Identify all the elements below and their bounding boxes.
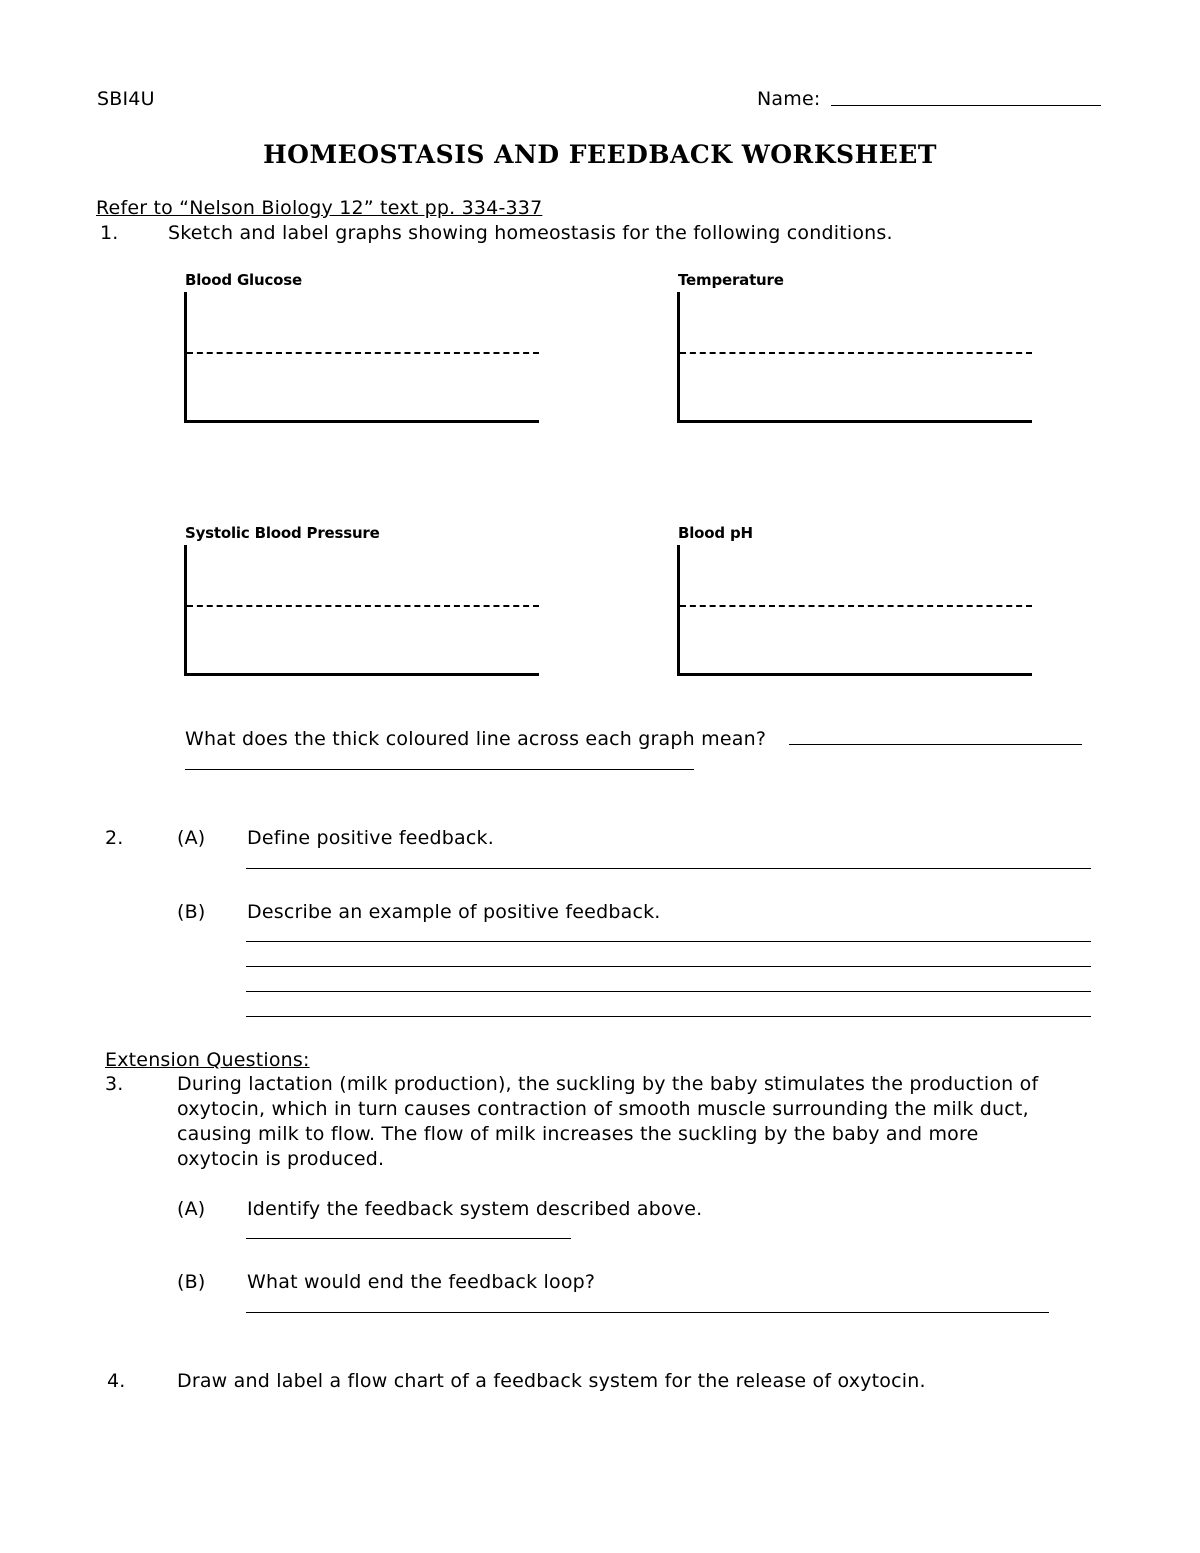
q2b-text: Describe an example of positive feedback. <box>247 901 661 923</box>
answer-line[interactable] <box>246 941 1091 942</box>
q3b-text: What would end the feedback loop? <box>247 1271 596 1293</box>
q4-text: Draw and label a flow chart of a feedback system for the release of oxytocin. <box>177 1370 926 1392</box>
answer-line[interactable] <box>185 769 694 770</box>
q2-number: 2. <box>105 827 124 849</box>
q3-line: oxytocin, which in turn causes contraction of smooth muscle surrounding the milk duct, <box>177 1098 1029 1120</box>
answer-line[interactable] <box>789 744 1082 745</box>
q3-line: causing milk to flow. The flow of milk increases the suckling by the baby and more <box>177 1123 979 1145</box>
answer-line[interactable] <box>246 868 1091 869</box>
q3a-letter: (A) <box>177 1198 206 1220</box>
q3-number: 3. <box>105 1073 124 1095</box>
q4-number: 4. <box>107 1370 126 1392</box>
q3a-text: Identify the feedback system described above. <box>247 1198 703 1220</box>
q2a-letter: (A) <box>177 827 206 849</box>
q2b-letter: (B) <box>177 901 206 923</box>
graph-blood-glucose[interactable] <box>184 292 539 423</box>
graph-label-blood-ph: Blood pH <box>678 524 753 542</box>
worksheet-title: HOMEOSTASIS AND FEEDBACK WORKSHEET <box>263 140 937 169</box>
course-code: SBI4U <box>97 88 155 110</box>
answer-line[interactable] <box>246 1312 1049 1313</box>
name-field-line[interactable] <box>831 105 1101 106</box>
answer-line[interactable] <box>246 991 1091 992</box>
name-label: Name: <box>757 88 821 110</box>
set-point-line <box>187 352 539 354</box>
q3-line: oxytocin is produced. <box>177 1148 385 1170</box>
q3b-letter: (B) <box>177 1271 206 1293</box>
set-point-line <box>680 605 1032 607</box>
q3-line: During lactation (milk production), the suckling by the baby stimulates the production of <box>177 1073 1039 1095</box>
graph-systolic-blood-pressure[interactable] <box>184 545 539 676</box>
q1-followup-question: What does the thick coloured line across each graph mean? <box>185 728 767 750</box>
answer-line[interactable] <box>246 1016 1091 1017</box>
q1-number: 1. <box>100 222 119 244</box>
graph-blood-ph[interactable] <box>677 545 1032 676</box>
set-point-line <box>680 352 1032 354</box>
q1-text: Sketch and label graphs showing homeostasis for the following conditions. <box>168 222 893 244</box>
answer-line[interactable] <box>246 1238 571 1239</box>
graph-label-blood-glucose: Blood Glucose <box>185 271 302 289</box>
graph-temperature[interactable] <box>677 292 1032 423</box>
textbook-reference: Refer to “Nelson Biology 12” text pp. 334-337 <box>96 197 543 219</box>
graph-label-systolic-blood-pressure: Systolic Blood Pressure <box>185 524 380 542</box>
answer-line[interactable] <box>246 966 1091 967</box>
q2a-text: Define positive feedback. <box>247 827 494 849</box>
graph-label-temperature: Temperature <box>678 271 784 289</box>
extension-heading: Extension Questions: <box>105 1049 310 1071</box>
set-point-line <box>187 605 539 607</box>
